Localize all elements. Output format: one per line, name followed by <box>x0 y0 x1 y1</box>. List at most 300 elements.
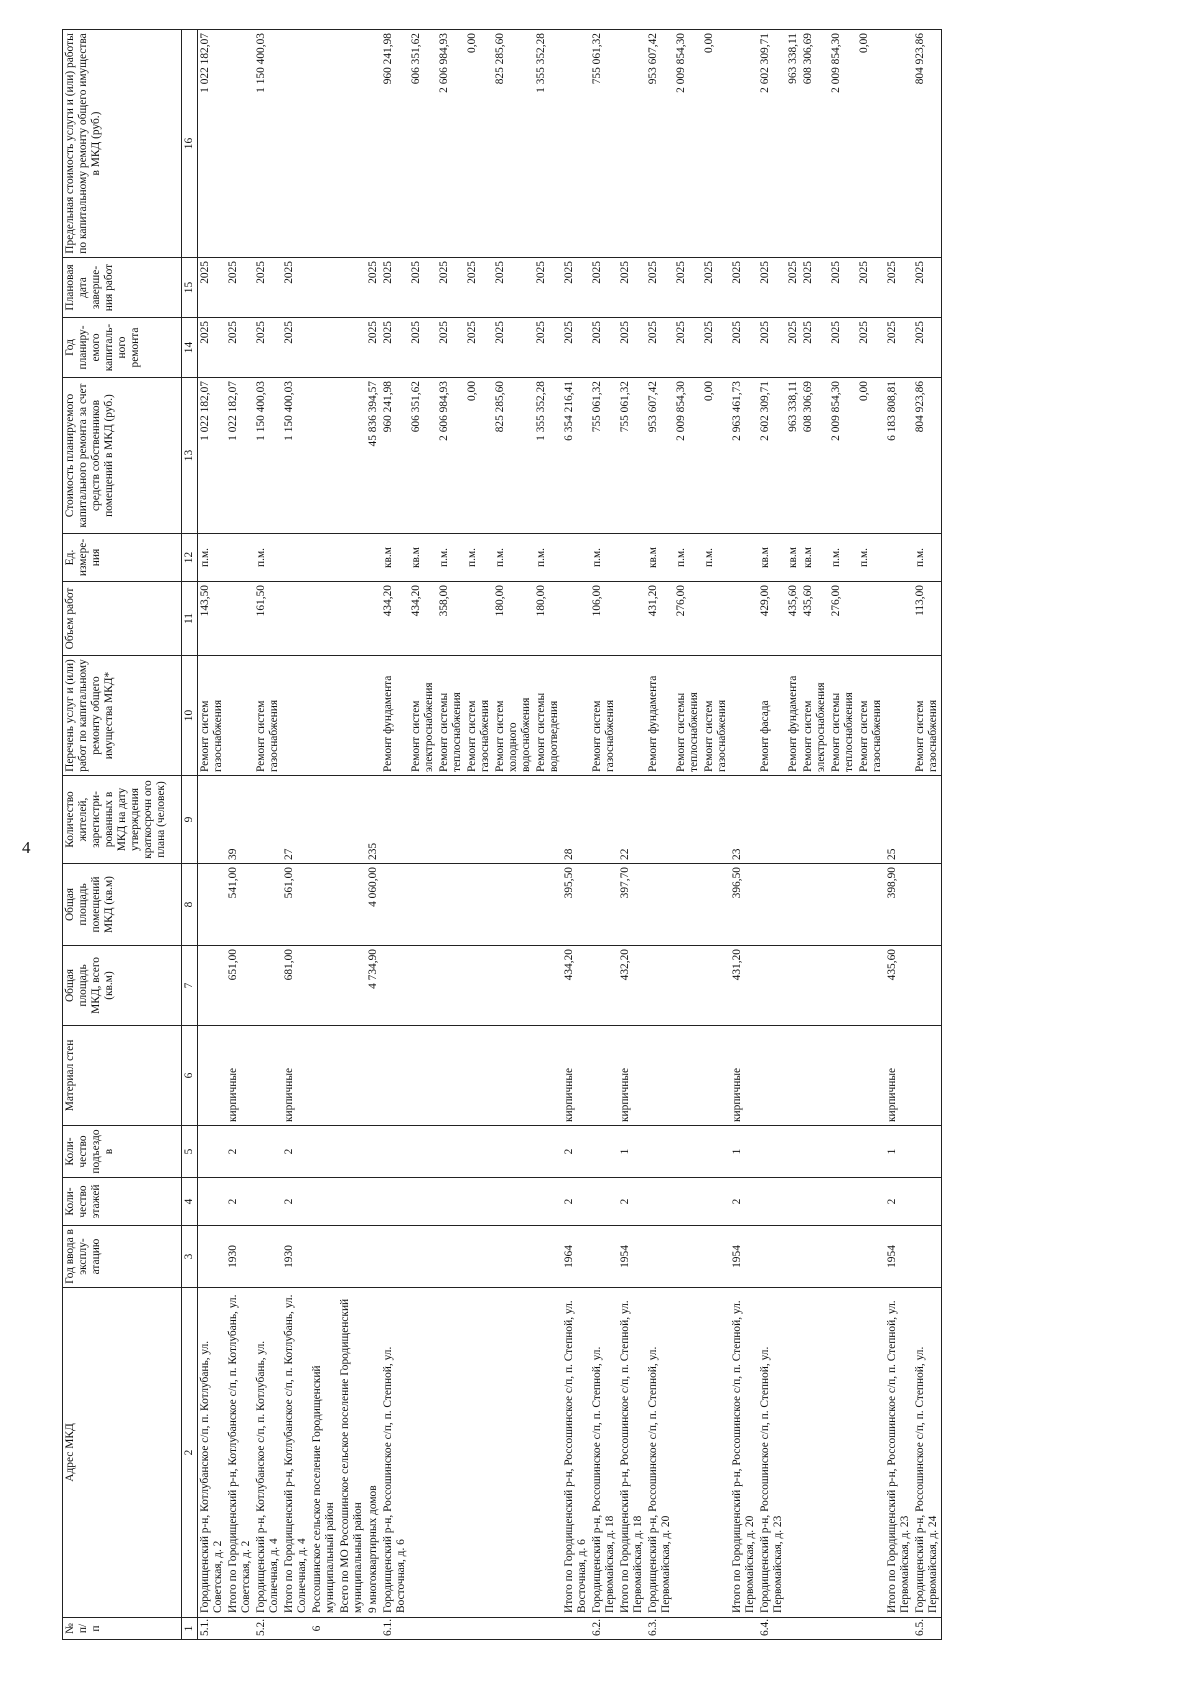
table-cell-col-10 <box>282 656 310 776</box>
table-cell-col-10 <box>885 656 913 776</box>
table-cell-col-3 <box>381 1226 409 1288</box>
table-cell-col-13: 2 606 984,93 <box>437 378 465 534</box>
table-cell-col-14: 2025 <box>786 318 801 378</box>
table-cell-col-4 <box>534 1178 562 1226</box>
table-cell-col-4: 2 <box>562 1178 590 1226</box>
table-cell-col-7 <box>801 946 829 1026</box>
table-cell-col-1: 6.5. <box>913 1618 942 1640</box>
table-row <box>885 30 913 1640</box>
table-cell-col-3: 1964 <box>562 1226 590 1288</box>
header-cell: Год планиру-емого капиталь-ного ремонта <box>63 318 182 378</box>
table-cell-col-12: п.м. <box>829 534 857 582</box>
table-cell-col-7 <box>702 946 730 1026</box>
table-cell-col-11: 434,20 <box>381 582 409 656</box>
table-cell-col-6 <box>857 1026 885 1126</box>
table-cell-col-8 <box>702 864 730 946</box>
table-cell-col-12: п.м. <box>913 534 942 582</box>
table-cell-col-6 <box>381 1026 409 1126</box>
table-cell-col-10: Ремонт систем газоснабжения <box>702 656 730 776</box>
page-number: 4 <box>22 838 31 857</box>
table-cell-col-7 <box>310 946 338 1026</box>
table-cell-col-12: кв.м <box>786 534 801 582</box>
table-cell-col-10 <box>310 656 338 776</box>
table-cell-col-4 <box>674 1178 702 1226</box>
table-cell-col-2 <box>409 1288 437 1618</box>
table-cell-col-6 <box>913 1026 942 1126</box>
table-cell-col-2: Россошинское сельское поселение Городищенский муниципальный район <box>310 1288 338 1618</box>
table-cell-col-4 <box>366 1178 381 1226</box>
table-cell-col-15: 2025 <box>282 258 310 318</box>
table-cell-col-1 <box>674 1618 702 1640</box>
table-cell-col-6 <box>534 1026 562 1126</box>
table-cell-col-6 <box>801 1026 829 1126</box>
table-cell-col-15: 2025 <box>702 258 730 318</box>
table-cell-col-9 <box>786 776 801 864</box>
table-cell-col-3 <box>829 1226 857 1288</box>
table-cell-col-10: Ремонт фундамента <box>381 656 409 776</box>
table-cell-col-15 <box>338 258 366 318</box>
table-cell-col-9 <box>758 776 786 864</box>
table-cell-col-5 <box>465 1126 493 1178</box>
table-cell-col-9 <box>913 776 942 864</box>
table-cell-col-10: Ремонт фундамента <box>786 656 801 776</box>
table-cell-col-4 <box>786 1178 801 1226</box>
table-cell-col-12: п.м. <box>674 534 702 582</box>
table-cell-col-3: 1954 <box>618 1226 646 1288</box>
table-cell-col-2: Городищенский р-н, Россошинское с/п, п. Степной, ул. Восточная, д. 6 <box>381 1288 409 1618</box>
header-cell: Объем работ <box>63 582 182 656</box>
table-cell-col-15: 2025 <box>758 258 786 318</box>
table-cell-col-15: 2025 <box>437 258 465 318</box>
table-cell-col-3 <box>366 1226 381 1288</box>
table-cell-col-8 <box>590 864 618 946</box>
table-row <box>562 30 590 1640</box>
table-cell-col-3: 1930 <box>282 1226 310 1288</box>
table-cell-col-14: 2025 <box>437 318 465 378</box>
table-cell-col-16: 2 009 854,30 <box>829 30 857 258</box>
table-cell-col-9 <box>702 776 730 864</box>
table-row <box>282 30 310 1640</box>
header-cell: Стоимость планируемого капитального ремонта за счет средств собственников помещений в МКД (руб.) <box>63 378 182 534</box>
table-cell-col-13: 45 836 394,57 <box>366 378 381 534</box>
table-cell-col-9 <box>198 776 227 864</box>
table-cell-col-5 <box>493 1126 534 1178</box>
column-number: 14 <box>182 318 198 378</box>
table-cell-col-15: 2025 <box>730 258 758 318</box>
table-cell-col-1 <box>786 1618 801 1640</box>
table-cell-col-3 <box>198 1226 227 1288</box>
table-cell-col-1 <box>465 1618 493 1640</box>
table-cell-col-10: Ремонт фасада <box>758 656 786 776</box>
table-row <box>338 30 366 1640</box>
table-cell-col-4: 2 <box>885 1178 913 1226</box>
table-cell-col-2: Городищенский р-н, Котлубанское с/п, п. Котлубань, ул. Солнечная, д. 4 <box>254 1288 282 1618</box>
table-cell-col-9: 23 <box>730 776 758 864</box>
table-cell-col-7: 431,20 <box>730 946 758 1026</box>
table-cell-col-4 <box>437 1178 465 1226</box>
column-number: 3 <box>182 1226 198 1288</box>
table-cell-col-11: 429,00 <box>758 582 786 656</box>
table-cell-col-13: 963 338,11 <box>786 378 801 534</box>
table-cell-col-11 <box>857 582 885 656</box>
table-cell-col-8 <box>674 864 702 946</box>
table-cell-col-16: 755 061,32 <box>590 30 618 258</box>
table-cell-col-3 <box>437 1226 465 1288</box>
table-cell-col-5 <box>381 1126 409 1178</box>
table-cell-col-9: 39 <box>226 776 254 864</box>
table-cell-col-2: Городищенский р-н, Котлубанское с/п, п. Котлубань, ул. Советская, д. 2 <box>198 1288 227 1618</box>
table-cell-col-5 <box>857 1126 885 1178</box>
table-cell-col-5: 1 <box>885 1126 913 1178</box>
rotated-table-container <box>62 30 1182 1640</box>
table-cell-col-4 <box>254 1178 282 1226</box>
table-cell-col-11 <box>310 582 338 656</box>
table-cell-col-16: 825 285,60 <box>493 30 534 258</box>
table-cell-col-1 <box>857 1618 885 1640</box>
table-cell-col-13: 0,00 <box>857 378 885 534</box>
table-cell-col-7 <box>786 946 801 1026</box>
table-cell-col-15: 2025 <box>674 258 702 318</box>
table-cell-col-14: 2025 <box>381 318 409 378</box>
table-cell-col-1 <box>282 1618 310 1640</box>
table-cell-col-6 <box>465 1026 493 1126</box>
table-cell-col-6: кирпичные <box>618 1026 646 1126</box>
table-cell-col-13: 1 355 352,28 <box>534 378 562 534</box>
table-row <box>758 30 786 1640</box>
header-cell: Количество жителей, зарегистри-рованных в МКД на дату утверждения краткосрочн ого плана (человек) <box>63 776 182 864</box>
table-cell-col-1 <box>562 1618 590 1640</box>
table-cell-col-14 <box>338 318 366 378</box>
table-cell-col-3 <box>310 1226 338 1288</box>
column-number: 13 <box>182 378 198 534</box>
table-cell-col-4 <box>801 1178 829 1226</box>
table-cell-col-15: 2025 <box>409 258 437 318</box>
table-cell-col-16: 2 606 984,93 <box>437 30 465 258</box>
table-row <box>646 30 674 1640</box>
table-cell-col-15: 2025 <box>226 258 254 318</box>
table-row <box>857 30 885 1640</box>
table-cell-col-8 <box>198 864 227 946</box>
table-cell-col-7 <box>590 946 618 1026</box>
table-cell-col-2: Городищенский р-н, Россошинское с/п, п. Степной, ул. Первомайская, д. 23 <box>758 1288 786 1618</box>
table-cell-col-8: 396,50 <box>730 864 758 946</box>
table-cell-col-8 <box>758 864 786 946</box>
table-cell-col-3 <box>409 1226 437 1288</box>
table-cell-col-5 <box>674 1126 702 1178</box>
table-cell-col-10: Ремонт системы теплоснабжения <box>829 656 857 776</box>
table-cell-col-15: 2025 <box>801 258 829 318</box>
table-cell-col-5 <box>437 1126 465 1178</box>
table-cell-col-14: 2025 <box>913 318 942 378</box>
table-cell-col-13: 2 009 854,30 <box>674 378 702 534</box>
table-cell-col-4 <box>590 1178 618 1226</box>
table-cell-col-9: 25 <box>885 776 913 864</box>
table-cell-col-2: Всего по МО Россошинское сельское поселение Городищенский муниципальный район <box>338 1288 366 1618</box>
table-row <box>254 30 282 1640</box>
table-cell-col-5 <box>198 1126 227 1178</box>
table-cell-col-1 <box>437 1618 465 1640</box>
table-cell-col-12: п.м. <box>254 534 282 582</box>
table-cell-col-6 <box>758 1026 786 1126</box>
table-cell-col-15: 2025 <box>465 258 493 318</box>
table-cell-col-10: Ремонт систем холодного водоснабжения <box>493 656 534 776</box>
table-cell-col-9 <box>646 776 674 864</box>
table-cell-col-11 <box>730 582 758 656</box>
table-cell-col-8 <box>381 864 409 946</box>
table-cell-col-4: 2 <box>282 1178 310 1226</box>
table-cell-col-16: 1 150 400,03 <box>254 30 282 258</box>
table-cell-col-12: кв.м <box>381 534 409 582</box>
table-cell-col-12: п.м. <box>493 534 534 582</box>
table-row <box>801 30 829 1640</box>
table-cell-col-8 <box>534 864 562 946</box>
table-cell-col-8 <box>310 864 338 946</box>
header-cell: Адрес МКД <box>63 1288 182 1618</box>
table-cell-col-6: кирпичные <box>885 1026 913 1126</box>
table-cell-col-6 <box>702 1026 730 1126</box>
table-cell-col-13: 1 150 400,03 <box>254 378 282 534</box>
table-cell-col-11: 180,00 <box>493 582 534 656</box>
table-cell-col-12 <box>282 534 310 582</box>
table-cell-col-16: 0,00 <box>465 30 493 258</box>
table-cell-col-16: 608 306,69 <box>801 30 829 258</box>
table-cell-col-12 <box>310 534 338 582</box>
table-cell-col-13: 608 306,69 <box>801 378 829 534</box>
table-cell-col-11: 431,20 <box>646 582 674 656</box>
table-row <box>226 30 254 1640</box>
table-cell-col-10: Ремонт систем электроснабжения <box>409 656 437 776</box>
table-cell-col-13: 1 150 400,03 <box>282 378 310 534</box>
table-cell-col-1: 5.1. <box>198 1618 227 1640</box>
table-cell-col-7 <box>493 946 534 1026</box>
table-cell-col-6 <box>674 1026 702 1126</box>
column-number: 9 <box>182 776 198 864</box>
table-cell-col-8 <box>646 864 674 946</box>
table-cell-col-9: 28 <box>562 776 590 864</box>
table-cell-col-2 <box>674 1288 702 1618</box>
table-cell-col-7 <box>254 946 282 1026</box>
table-cell-col-8 <box>786 864 801 946</box>
table-cell-col-12: п.м. <box>437 534 465 582</box>
table-cell-col-7: 434,20 <box>562 946 590 1026</box>
table-cell-col-5: 2 <box>282 1126 310 1178</box>
table-cell-col-12 <box>338 534 366 582</box>
table-cell-col-10 <box>338 656 366 776</box>
table-cell-col-2: Итого по Городищенский р-н, Россошинское с/п, п. Степной, ул. Первомайская, д. 18 <box>618 1288 646 1618</box>
table-cell-col-10: Ремонт систем электроснабжения <box>801 656 829 776</box>
table-cell-col-16: 953 607,42 <box>646 30 674 258</box>
table-cell-col-11: 113,00 <box>913 582 942 656</box>
table-cell-col-2: Итого по Городищенский р-н, Котлубанское с/п, п. Котлубань, ул. Солнечная, д. 4 <box>282 1288 310 1618</box>
table-cell-col-14: 2025 <box>674 318 702 378</box>
table-cell-col-10: Ремонт систем газоснабжения <box>857 656 885 776</box>
table-cell-col-13: 953 607,42 <box>646 378 674 534</box>
table-cell-col-4 <box>758 1178 786 1226</box>
table-cell-col-13: 960 241,98 <box>381 378 409 534</box>
table-cell-col-13: 2 963 461,73 <box>730 378 758 534</box>
table-cell-col-7 <box>465 946 493 1026</box>
table-cell-col-4 <box>646 1178 674 1226</box>
table-cell-col-7: 435,60 <box>885 946 913 1026</box>
table-cell-col-12: п.м. <box>702 534 730 582</box>
column-number: 6 <box>182 1026 198 1126</box>
table-cell-col-1 <box>885 1618 913 1640</box>
table-cell-col-1 <box>493 1618 534 1640</box>
table-cell-col-16 <box>282 30 310 258</box>
table-cell-col-14: 2025 <box>562 318 590 378</box>
table-cell-col-3 <box>254 1226 282 1288</box>
table-cell-col-9 <box>674 776 702 864</box>
table-cell-col-11 <box>226 582 254 656</box>
table-cell-col-12: п.м. <box>590 534 618 582</box>
table-cell-col-2 <box>786 1288 801 1618</box>
table-cell-col-3: 1930 <box>226 1226 254 1288</box>
table-cell-col-14: 2025 <box>646 318 674 378</box>
table-cell-col-2 <box>702 1288 730 1618</box>
table-cell-col-12: п.м. <box>857 534 885 582</box>
table-cell-col-11 <box>618 582 646 656</box>
table-cell-col-2 <box>534 1288 562 1618</box>
table-cell-col-15: 2025 <box>786 258 801 318</box>
table-row <box>409 30 437 1640</box>
table-cell-col-3 <box>674 1226 702 1288</box>
table-cell-col-14: 2025 <box>801 318 829 378</box>
table-cell-col-1 <box>366 1618 381 1640</box>
table-cell-col-7 <box>758 946 786 1026</box>
table-cell-col-1 <box>801 1618 829 1640</box>
table-cell-col-9 <box>493 776 534 864</box>
column-number: 15 <box>182 258 198 318</box>
table-cell-col-3: 1954 <box>885 1226 913 1288</box>
table-cell-col-11: 276,00 <box>674 582 702 656</box>
table-row <box>786 30 801 1640</box>
table-cell-col-13: 6 354 216,41 <box>562 378 590 534</box>
table-cell-col-4: 2 <box>226 1178 254 1226</box>
table-cell-col-8: 561,00 <box>282 864 310 946</box>
table-cell-col-11: 180,00 <box>534 582 562 656</box>
table-cell-col-12 <box>562 534 590 582</box>
table-cell-col-10: Ремонт фундамента <box>646 656 674 776</box>
table-row <box>534 30 562 1640</box>
header-row <box>63 30 182 1640</box>
table-cell-col-7 <box>913 946 942 1026</box>
header-cell: Ед. измере-ния <box>63 534 182 582</box>
table-cell-col-8 <box>338 864 366 946</box>
table-cell-col-7: 432,20 <box>618 946 646 1026</box>
table-cell-col-1 <box>338 1618 366 1640</box>
table-row <box>590 30 618 1640</box>
table-row <box>465 30 493 1640</box>
table-cell-col-15 <box>310 258 338 318</box>
table-cell-col-5 <box>409 1126 437 1178</box>
table-cell-col-6 <box>198 1026 227 1126</box>
table-cell-col-16 <box>226 30 254 258</box>
table-cell-col-1 <box>618 1618 646 1640</box>
table-cell-col-14: 2025 <box>254 318 282 378</box>
table-cell-col-10 <box>226 656 254 776</box>
table-cell-col-16 <box>366 30 381 258</box>
table-cell-col-7 <box>409 946 437 1026</box>
table-cell-col-13 <box>310 378 338 534</box>
table-cell-col-15: 2025 <box>646 258 674 318</box>
table-cell-col-5 <box>786 1126 801 1178</box>
column-number: 1 <box>182 1618 198 1640</box>
header-cell: Предельная стоимость услуги и (или) работы по капитальному ремонту общего имущества в МКД (руб.) <box>63 30 182 258</box>
column-number: 16 <box>182 30 198 258</box>
table-cell-col-7 <box>857 946 885 1026</box>
table-cell-col-10: Ремонт систем газоснабжения <box>590 656 618 776</box>
table-cell-col-10: Ремонт систем газоснабжения <box>913 656 942 776</box>
table-cell-col-16 <box>310 30 338 258</box>
table-row <box>366 30 381 1640</box>
header-cell: Коли-чество подъездо в <box>63 1126 182 1178</box>
table-cell-col-6 <box>493 1026 534 1126</box>
table-row <box>381 30 409 1640</box>
table-cell-col-11 <box>562 582 590 656</box>
table-cell-col-4 <box>857 1178 885 1226</box>
table-cell-col-5 <box>338 1126 366 1178</box>
table-cell-col-2: 9 многоквартирных домов <box>366 1288 381 1618</box>
table-cell-col-6 <box>338 1026 366 1126</box>
table-cell-col-8: 397,70 <box>618 864 646 946</box>
table-cell-col-16: 606 351,62 <box>409 30 437 258</box>
table-cell-col-7 <box>674 946 702 1026</box>
table-cell-col-8: 395,50 <box>562 864 590 946</box>
table-cell-col-14: 2025 <box>829 318 857 378</box>
table-row <box>198 30 227 1640</box>
table-cell-col-13: 0,00 <box>465 378 493 534</box>
table-cell-col-7 <box>381 946 409 1026</box>
table-cell-col-15: 2025 <box>913 258 942 318</box>
table-cell-col-9 <box>437 776 465 864</box>
column-number: 11 <box>182 582 198 656</box>
table-cell-col-15: 2025 <box>493 258 534 318</box>
table-cell-col-5: 1 <box>618 1126 646 1178</box>
table-cell-col-11: 435,60 <box>786 582 801 656</box>
table-cell-col-16 <box>562 30 590 258</box>
table-cell-col-5 <box>801 1126 829 1178</box>
table-cell-col-3 <box>646 1226 674 1288</box>
table-cell-col-10: Ремонт систем газоснабжения <box>254 656 282 776</box>
header-cell: Плановая дата заверше-ния работ <box>63 258 182 318</box>
column-number: 8 <box>182 864 198 946</box>
table-cell-col-14: 2025 <box>590 318 618 378</box>
table-cell-col-8 <box>465 864 493 946</box>
header-cell: Общая площадь помещений МКД (кв.м) <box>63 864 182 946</box>
table-cell-col-5: 1 <box>730 1126 758 1178</box>
table-cell-col-5 <box>829 1126 857 1178</box>
table-cell-col-11 <box>465 582 493 656</box>
capital-repair-plan-table <box>62 29 942 1640</box>
table-body <box>198 30 942 1640</box>
table-cell-col-13: 6 183 808,81 <box>885 378 913 534</box>
table-cell-col-9 <box>829 776 857 864</box>
table-cell-col-4 <box>702 1178 730 1226</box>
table-cell-col-9 <box>534 776 562 864</box>
table-cell-col-15: 2025 <box>366 258 381 318</box>
table-cell-col-4: 2 <box>730 1178 758 1226</box>
table-cell-col-13: 0,00 <box>702 378 730 534</box>
table-row <box>493 30 534 1640</box>
table-cell-col-4 <box>913 1178 942 1226</box>
column-number: 12 <box>182 534 198 582</box>
table-cell-col-12: кв.м <box>409 534 437 582</box>
table-cell-col-11: 143,50 <box>198 582 227 656</box>
table-cell-col-6: кирпичные <box>730 1026 758 1126</box>
table-cell-col-5 <box>646 1126 674 1178</box>
table-cell-col-2: Городищенский р-н, Россошинское с/п, п. Степной, ул. Первомайская, д. 18 <box>590 1288 618 1618</box>
table-cell-col-4: 2 <box>618 1178 646 1226</box>
